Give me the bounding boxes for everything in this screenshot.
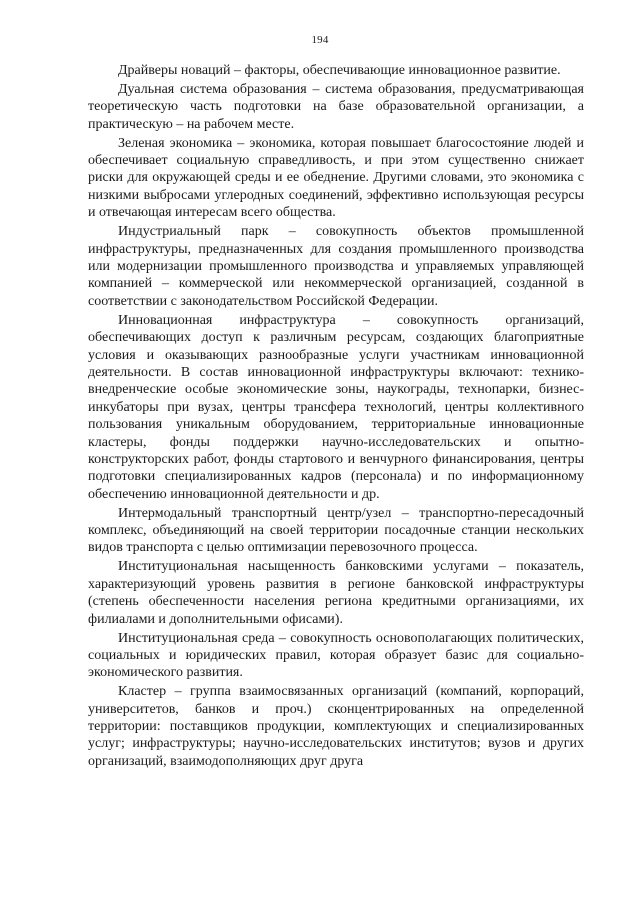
page-number: 194 [311,34,329,46]
paragraph-institutional-environment: Институциональная среда – совокупность основополагающих политических, социальных и юридических правил, которая образует базис для социально-экономического развития. [88,630,584,681]
document-body [88,62,584,772]
paragraph-banking-saturation: Институциональная насыщенность банковскими услугами – показатель, характеризующий уровень развития в регионе банковской инфраструктуры (степень обеспеченности населения региона кредитными организациями, их филиалами и дополнительными офисами). [88,559,584,627]
paragraph-innovation-drivers: Драйверы новаций – факторы, обеспечивающие инновационное развитие. [118,63,561,78]
paragraph-dual-education: Дуальная система образования – система образования, предусматривающая теоретическую часть подготовки на базе образовательной организации, а практическую – на рабочем месте. [88,81,584,132]
paragraph-intermodal-hub: Интермодальный транспортный центр/узел – транспортно-пересадочный комплекс, объединяющий на своей территории посадочные станции нескольких видов транспорта с целью оптимизации перевозочного процесса. [88,505,584,556]
paragraph-green-economy: Зеленая экономика – экономика, которая повышает благосостояние людей и обеспечивает социальную справедливость, и при этом существенно снижает риски для окружающей среды и ее обеднение. Другими словами, это экономика с низкими выбросами углеродных соединений, эффективно использующая ресурсы и отвечающая интересам всего общества. [88,135,584,221]
paragraph-innovation-infrastructure: Инновационная инфраструктура – совокупность организаций, обеспечивающих доступ к различным ресурсам, создающих благоприятные условия и оказывающих разнообразные услуги участникам инновационной деятельности. В состав инновационной инфраструктуры включают: технико-внедренческие особые экономические зоны, наукограды, технопарки, бизнес-инкубаторы при вузах, центры трансфера технологий, центры коллективного пользования уникальным оборудованием, территориальные инновационные кластеры, фонды поддержки научно-исследовательских и опытно-конструкторских работ, фонды стартового и венчурного финансирования, центры подготовки специализированных кадров (персонала) и по информационному обеспечению инновационной деятельности и др. [88,312,584,502]
paragraph-cluster: Кластер – группа взаимосвязанных организаций (компаний, корпораций, университетов, банков и проч.) сконцентрированных на определенной территории: поставщиков продукции, комплектующих и специализированных услуг; инфраструктуры; научно-исследовательских институтов; вузов и других организаций, взаимодополняющих друг друга [88,684,584,769]
paragraph-industrial-park: Индустриальный парк – совокупность объектов промышленной инфраструктуры, предназначенных для создания промышленного производства или модернизации промышленного производства и управляемых управляющей компанией – коммерческой или некоммерческой организацией, созданной в соответствии с законодательством Российской Федерации. [88,224,584,309]
